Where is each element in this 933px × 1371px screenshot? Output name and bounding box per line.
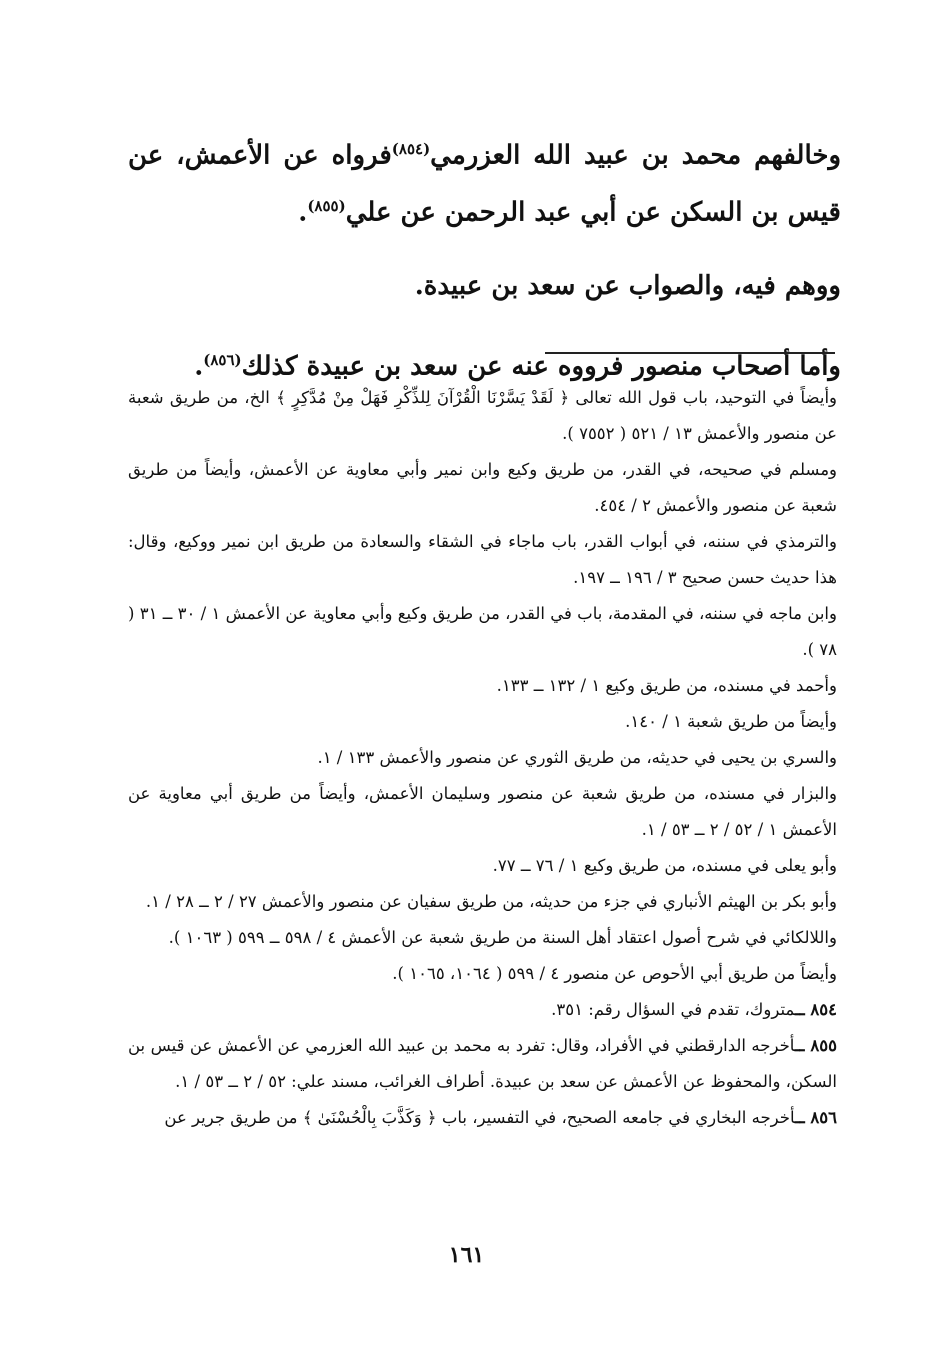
note-line: والبزار في مسنده، من طريق شعبة عن منصور وسليمان الأعمش، وأيضاً من طريق أبي معاوية عن الأعمش ١ / ٥٢ / ٢ ــ ٥٣ / ١. xyxy=(128,784,837,839)
note-line: وأيضاً من طريق أبي الأحوص عن منصور ٤ / ٥٩٩ ( ١٠٦٤، ١٠٦٥ ). xyxy=(392,964,837,983)
footnote-ref-856: (٨٥٦) xyxy=(203,351,242,370)
footnote-text: متروك، تقدم في السؤال رقم: ٣٥١. xyxy=(551,1000,795,1019)
note-line: والسري بن يحيى في حديثه، من طريق الثوري عن منصور والأعمش ١٣٣ / ١. xyxy=(317,748,837,767)
footnote-number: ٨٥٦ ــ xyxy=(794,1108,837,1127)
note-line: وأحمد في مسنده، من طريق وكيع ١ / ١٣٢ ــ ١٣٣. xyxy=(496,676,837,695)
note-line: وأبو يعلى في مسنده، من طريق وكيع ١ / ٧٦ ــ ٧٧. xyxy=(492,856,837,875)
note-line: وأيضاً من طريق شعبة ١ / ١٤٠. xyxy=(625,712,837,731)
paragraph-3-end: . xyxy=(194,351,204,382)
page-number: ١٦١ xyxy=(448,1242,485,1268)
footnote-number: ٨٥٤ ــ xyxy=(794,1000,837,1019)
note-line: وابن ماجه في سننه، في المقدمة، باب في القدر، من طريق وكيع وأبي معاوية عن الأعمش ١ / ٣٠ ــ ٣١ ( ٧٨ ). xyxy=(128,604,837,659)
footnote-text: أخرجه البخاري في جامعه الصحيح، في التفسير، باب ﴿ وَكَذَّبَ بِالْحُسْنَىٰ ﴾ من طريق جرير عن xyxy=(164,1108,795,1127)
footnote-854 xyxy=(128,992,837,1028)
note-line: واللالكائي في شرح أصول اعتقاد أهل السنة من طريق شعبة عن الأعمش ٤ / ٥٩٨ ــ ٥٩٩ ( ١٠٦٣ ). xyxy=(168,928,837,947)
note-line: والترمذي في سننه، في أبواب القدر، باب ماجاء في الشقاء والسعادة من طريق ابن نمير ووكيع، وقال: هذا حديث حسن صحيح ٣ / ١٩٦ ــ ١٩٧. xyxy=(128,532,837,587)
note-line: ومسلم في صحيحه، في القدر، من طريق وكيع وابن نمير وأبي معاوية عن الأعمش، وأيضاً من طريق شعبة عن منصور والأعمش ٢ / ٤٥٤. xyxy=(128,460,837,515)
footnote-text: أخرجه الدارقطني في الأفراد، وقال: تفرد به محمد بن عبيد الله العزرمي عن الأعمش عن قيس بن السكن، والمحفوظ عن الأعمش عن سعد بن عبيدة. أطراف الغرائب، مسند علي: ٥٢ / ٢ ــ ٥٣ / ١. xyxy=(128,1036,837,1091)
footnote-number: ٨٥٥ ــ xyxy=(794,1036,837,1055)
paragraph-1-continuation: فرواه عن الأعمش، عن قيس بن السكن عن أبي عبد الرحمن عن علي xyxy=(128,140,841,228)
paragraph-1-end: . xyxy=(298,197,308,228)
paragraph-1-start: وخالفهم محمد بن عبيد الله العزرمي xyxy=(430,140,841,171)
note-line: وأيضاً في التوحيد، باب قول الله تعالى ﴿ لَقَدْ يَسَّرْنَا الْقُرْآنَ لِلذِّكْرِ فَهَلْ مِنْ مُدَّكِرٍ ﴾ الخ، من طريق شعبة عن منصور والأعمش ١٣ / ٥٢١ ( ٧٥٥٢ ). xyxy=(128,388,837,443)
footnote-separator xyxy=(545,352,835,354)
footnote-856 xyxy=(128,1100,837,1136)
paragraph-3-text: وأما أصحاب منصور فرووه عنه عن سعد بن عبيدة كذلك xyxy=(241,351,841,382)
footnotes-area xyxy=(128,380,837,1136)
paragraph-1 xyxy=(128,124,841,237)
paragraph-2: ووهم فيه، والصواب عن سعد بن عبيدة. xyxy=(414,271,841,302)
note-line: وأبو بكر بن الهيثم الأنباري في جزء من حديثه، من طريق سفيان عن منصور والأعمش ٢٧ / ٢ ــ ٢٨ / ١. xyxy=(145,892,837,911)
footnote-855 xyxy=(128,1028,837,1100)
footnote-ref-855: (٨٥٥) xyxy=(307,196,346,215)
footnote-ref-854: (٨٥٤) xyxy=(391,140,431,158)
